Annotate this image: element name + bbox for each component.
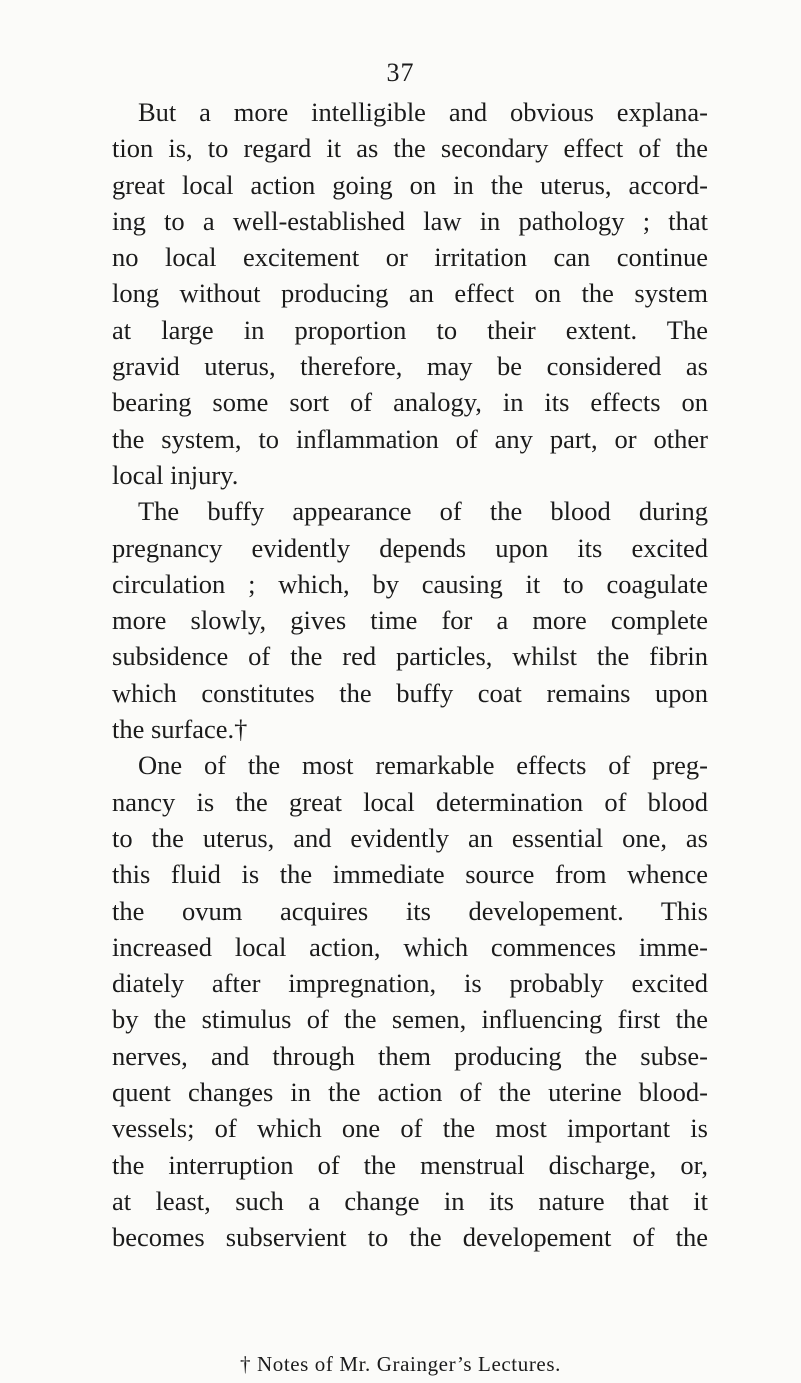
text-line: quent changes in the action of the uterine blood- <box>112 1077 708 1108</box>
text-line: nancy is the great local determination of blood <box>112 786 708 817</box>
text-line: by the stimulus of the semen, influencing first the <box>112 1004 708 1035</box>
text-line: long without producing an effect on the system <box>112 278 708 309</box>
text-line: nerves, and through them producing the subse- <box>112 1040 708 1071</box>
text-line: bearing some sort of analogy, in its effects on <box>112 387 708 418</box>
text-line: great local action going on in the uterus, accord- <box>112 169 708 200</box>
text-line: subsidence of the red particles, whilst the fibrin <box>112 641 708 672</box>
text-line: the system, to inflammation of any part, or other <box>112 423 708 454</box>
text-line: circulation ; which, by causing it to coagulate <box>112 568 708 599</box>
text-line: the ovum acquires its developement. This <box>112 895 708 926</box>
text-line: no local excitement or irritation can continue <box>112 242 708 273</box>
text-line: becomes subservient to the developement of the <box>112 1222 708 1253</box>
body-text <box>112 94 708 1256</box>
text-line: But a more intelligible and obvious explana- <box>138 97 708 127</box>
text-line: vessels; of which one of the most important is <box>112 1113 708 1144</box>
text-line: this fluid is the immediate source from whence <box>112 859 708 890</box>
text-line: ing to a well-established law in pathology ; that <box>112 205 708 236</box>
text-line: the interruption of the menstrual discharge, or, <box>112 1149 708 1180</box>
text-line: to the uterus, and evidently an essential one, as <box>112 822 708 853</box>
text-line: increased local action, which commences imme- <box>112 931 708 962</box>
text-line: local injury. <box>112 459 239 490</box>
text-line: which constitutes the buffy coat remains upon <box>112 677 708 708</box>
text-line: One of the most remarkable effects of preg- <box>138 750 708 781</box>
text-line: The buffy appearance of the blood during <box>138 496 708 527</box>
text-line: more slowly, gives time for a more complete <box>112 605 708 636</box>
footnote: † Notes of Mr. Grainger’s Lectures. <box>240 1352 561 1376</box>
text-line: at least, such a change in its nature that it <box>112 1185 708 1216</box>
text-line: the surface.† <box>112 714 248 745</box>
text-line: pregnancy evidently depends upon its excited <box>112 532 708 563</box>
text-line: tion is, to regard it as the secondary effect of the <box>112 133 708 164</box>
text-line: gravid uterus, therefore, may be considered as <box>112 351 708 382</box>
text-line: at large in proportion to their extent. The <box>112 314 708 345</box>
page-number: 37 <box>386 58 415 87</box>
text-line: diately after impregnation, is probably excited <box>112 968 708 999</box>
